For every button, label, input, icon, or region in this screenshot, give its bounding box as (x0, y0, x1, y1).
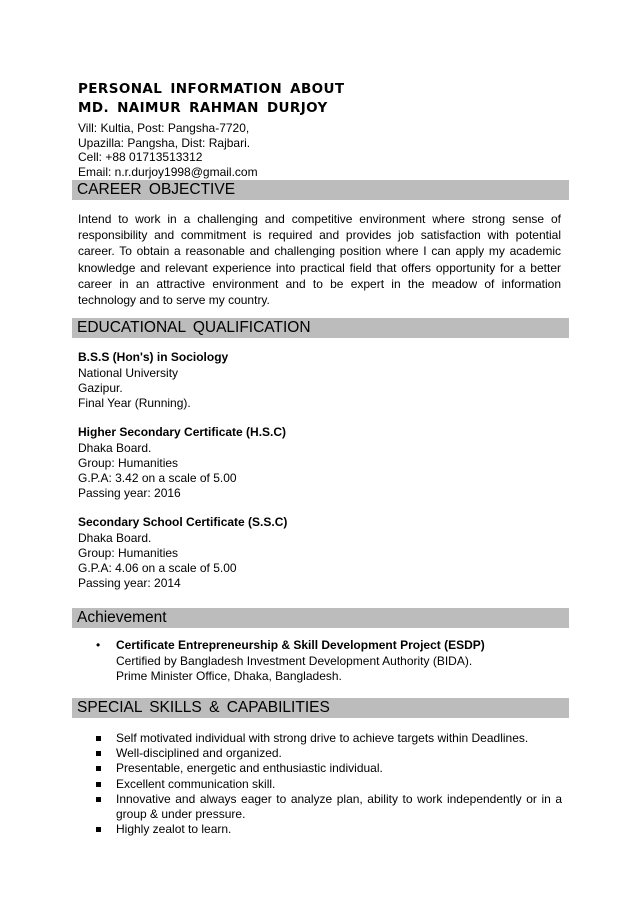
personal-info-header (78, 80, 568, 179)
skills-heading: SPECIAL SKILLS & CAPABILITIES (77, 699, 330, 716)
education-list (78, 350, 558, 591)
bullet-icon: • (96, 638, 101, 652)
skill-item (94, 792, 562, 822)
square-bullet-icon (96, 751, 101, 756)
career-objective-heading-bar (72, 180, 569, 200)
education-heading: EDUCATIONAL QUALIFICATION (77, 319, 311, 336)
career-objective-heading: CAREER OBJECTIVE (77, 181, 236, 198)
skills-list (94, 731, 562, 837)
education-detail: Final Year (Running). (78, 396, 191, 410)
achievement-heading: Achievement (77, 609, 167, 626)
education-detail: Passing year: 2014 (78, 576, 181, 590)
square-bullet-icon (96, 736, 101, 741)
skill-item (94, 761, 562, 776)
skill-item (94, 746, 562, 761)
skill-text: Well-disciplined and organized. (116, 746, 282, 761)
title-line-1: PERSONAL INFORMATION ABOUT (78, 81, 345, 97)
email-address: Email: n.r.durjoy1998@gmail.com (78, 164, 258, 179)
education-heading-bar (72, 318, 569, 338)
achievement-item (96, 638, 566, 685)
skill-text: Innovative and always eager to analyze plan, ability to work independently or in a group & under pressure. (116, 791, 562, 822)
skills-heading-bar (72, 698, 569, 718)
skill-text: Excellent communication skill. (116, 776, 276, 791)
skill-text: Highly zealot to learn. (116, 822, 232, 837)
title-line-2: MD. NAIMUR RAHMAN DURJOY (78, 100, 328, 116)
cell-number: Cell: +88 01713513312 (78, 150, 203, 165)
education-item (78, 515, 558, 591)
education-detail: G.P.A: 4.06 on a scale of 5.00 (78, 561, 237, 575)
skill-item (94, 822, 562, 837)
achievement-heading-bar (72, 608, 569, 628)
achievement-detail: Certified by Bangladesh Investment Development Authority (BIDA). (116, 653, 473, 668)
degree-title: Secondary School Certificate (S.S.C) (78, 515, 288, 529)
square-bullet-icon (96, 827, 101, 832)
skill-item (94, 731, 562, 746)
degree-title: B.S.S (Hon's) in Sociology (78, 350, 229, 364)
skill-text: Presentable, energetic and enthusiastic individual. (116, 761, 383, 776)
address-line-2: Upazilla: Pangsha, Dist: Rajbari. (78, 135, 251, 150)
contact-block (78, 121, 568, 179)
education-detail: Passing year: 2016 (78, 486, 181, 500)
education-detail: G.P.A: 3.42 on a scale of 5.00 (78, 471, 237, 485)
address-line-1: Vill: Kultia, Post: Pangsha-7720, (78, 121, 250, 135)
career-objective-text: Intend to work in a challenging and competitive environment where strong sense of responsibility and commitment is required and provides job satisfaction with potential career. To obtain a reasonable and challenging position where I can apply my academic knowledge and relevant experience into practical field that offers opportunity for a better career in an attractive environment and to be expert in the meadow of information technology and to serve my country. (78, 212, 561, 308)
skill-item (94, 777, 562, 792)
education-detail: Dhaka Board. (78, 531, 152, 545)
education-item (78, 425, 558, 501)
square-bullet-icon (96, 782, 101, 787)
education-detail: Group: Humanities (78, 546, 179, 560)
education-detail: Group: Humanities (78, 456, 179, 470)
education-detail: Dhaka Board. (78, 441, 152, 455)
skill-text: Self motivated individual with strong drive to achieve targets within Deadlines. (116, 731, 529, 745)
education-detail: National University (78, 366, 179, 380)
education-item (78, 350, 558, 411)
degree-title: Higher Secondary Certificate (H.S.C) (78, 425, 287, 439)
square-bullet-icon (96, 797, 101, 802)
education-detail: Gazipur. (78, 381, 123, 395)
square-bullet-icon (96, 766, 101, 771)
achievement-detail: Prime Minister Office, Dhaka, Bangladesh. (116, 669, 342, 683)
achievement-title: Certificate Entrepreneurship & Skill Development Project (ESDP) (116, 638, 485, 652)
